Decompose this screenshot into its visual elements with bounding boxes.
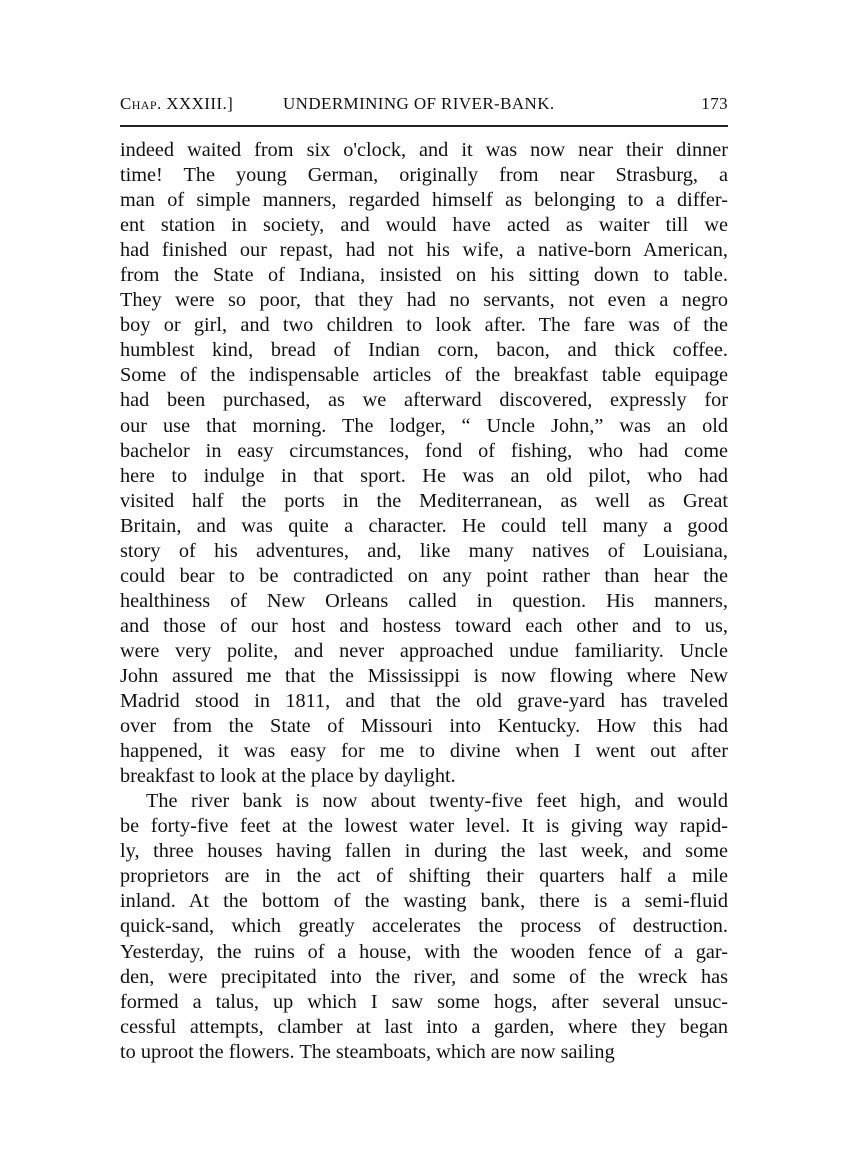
text-line: Yesterday, the ruins of a house, with the wooden fence of a gar-: [120, 940, 728, 963]
text-line: man of simple manners, regarded himself as belonging to a differ-: [120, 189, 728, 212]
text-line: could bear to be contradicted on any point rather than hear the: [120, 564, 728, 587]
text-line: from the State of Indiana, insisted on his sitting down to table.: [120, 264, 728, 287]
text-line: be forty-five feet at the lowest water level. It is giving way rapid-: [120, 815, 728, 838]
page-number: 173: [701, 94, 728, 113]
text-line: cessful attempts, clamber at last into a garden, where they began: [120, 1015, 728, 1038]
text-line: Britain, and was quite a character. He could tell many a good: [120, 514, 728, 537]
text-line: ly, three houses having fallen in during the last week, and some: [120, 840, 728, 863]
text-line: to uproot the flowers. The steamboats, which are now sailing: [120, 1040, 615, 1063]
text-line: breakfast to look at the place by daylight.: [120, 765, 456, 788]
text-line: proprietors are in the act of shifting their quarters half a mile: [120, 865, 728, 888]
text-line: Some of the indispensable articles of the breakfast table equipage: [120, 364, 728, 387]
text-line: and those of our host and hostess toward each other and to us,: [120, 614, 728, 637]
text-line: happened, it was easy for me to divine when I went out after: [120, 740, 728, 763]
text-line: den, were precipitated into the river, and some of the wreck has: [120, 965, 728, 988]
text-line: story of his adventures, and, like many natives of Louisiana,: [120, 539, 728, 562]
text-line: here to indulge in that sport. He was an old pilot, who had: [120, 464, 728, 487]
body-text: [120, 138, 728, 1065]
text-line: indeed waited from six o'clock, and it was now near their dinner: [120, 139, 728, 161]
text-line: John assured me that the Mississippi is now flowing where New: [120, 664, 728, 687]
text-line: humblest kind, bread of Indian corn, bacon, and thick coffee.: [120, 339, 728, 362]
text-line: quick-sand, which greatly accelerates the process of destruction.: [120, 915, 728, 938]
text-line: our use that morning. The lodger, “ Uncle John,” was an old: [120, 414, 728, 437]
text-line: time! The young German, originally from near Strasburg, a: [120, 164, 728, 187]
text-line: inland. At the bottom of the wasting bank, there is a semi-fluid: [120, 890, 728, 913]
text-line: were very polite, and never approached undue familiarity. Uncle: [120, 639, 728, 662]
running-title: UNDERMINING OF RIVER-BANK.: [283, 94, 555, 113]
text-line: had been purchased, as we afterward discovered, expressly for: [120, 389, 728, 412]
text-line: bachelor in easy circumstances, fond of fishing, who had come: [120, 439, 728, 462]
text-line: formed a talus, up which I saw some hogs, after several unsuc-: [120, 990, 728, 1013]
text-line: Madrid stood in 1811, and that the old grave-yard has traveled: [120, 690, 728, 713]
text-line: had finished our repast, had not his wife, a native-born American,: [120, 239, 728, 262]
running-head: [120, 94, 728, 118]
text-line: The river bank is now about twenty-five feet high, and would: [146, 790, 728, 813]
header-rule: [120, 125, 728, 127]
text-line: visited half the ports in the Mediterranean, as well as Great: [120, 489, 728, 512]
text-line: over from the State of Missouri into Kentucky. How this had: [120, 715, 728, 738]
text-line: They were so poor, that they had no servants, not even a negro: [120, 289, 728, 312]
chapter-label: Chap. XXXIII.]: [120, 94, 234, 113]
text-line: healthiness of New Orleans called in question. His manners,: [120, 589, 728, 612]
text-line: boy or girl, and two children to look after. The fare was of the: [120, 314, 728, 337]
text-line: ent station in society, and would have acted as waiter till we: [120, 214, 728, 237]
